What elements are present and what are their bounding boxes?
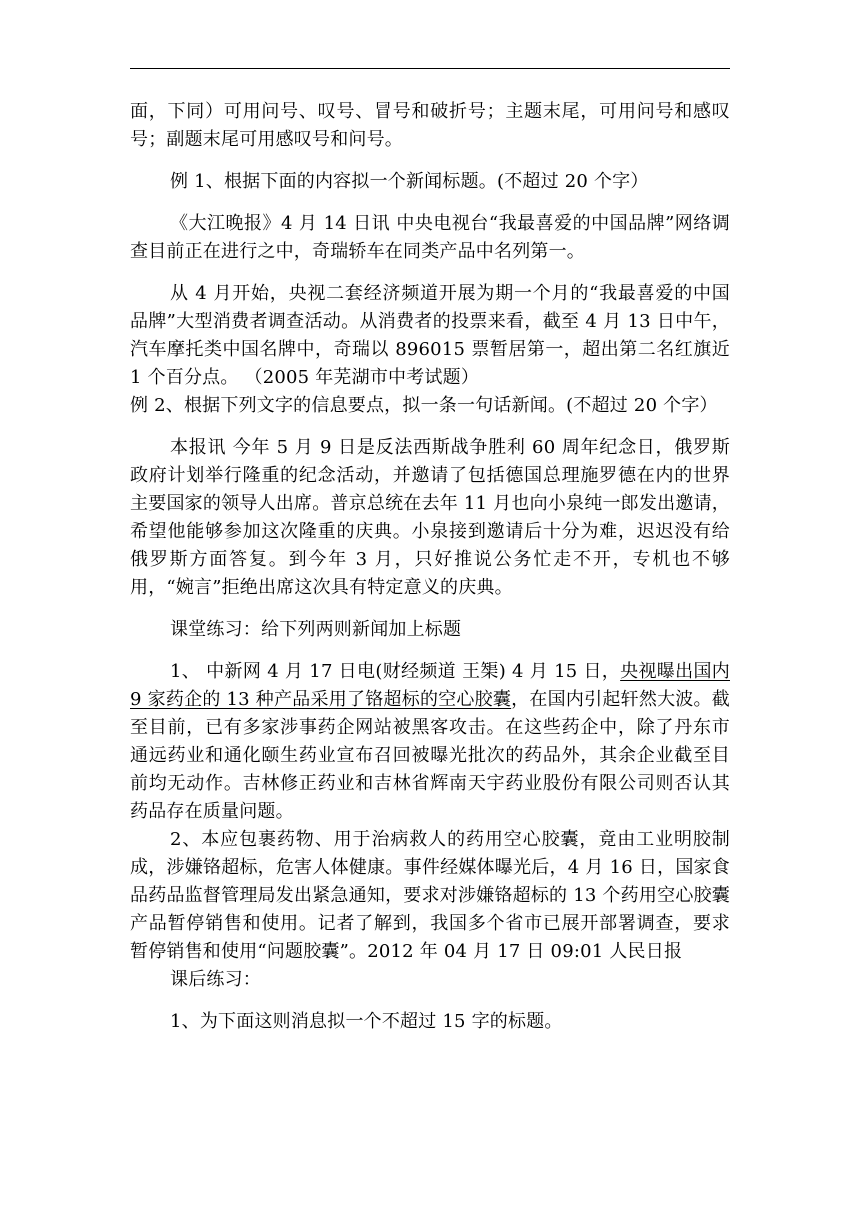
exercise-news-2: 2、本应包裹药物、用于治病救人的药用空心胶囊，竟由工业明胶制成，涉嫌铬超标，危害人体健康。事件经媒体曝光后，4 月 16 日，国家食品药品监督管理局发出紧急通知，要求对涉嫌铬超标的 13 个药用空心胶囊产品暂停销售和使用。记者了解到，我国多个省市已展开部署调查，要求暂停销售和使用“问题胶囊”。2012 年 04 月 17 日 09:01 人民日报 — [130, 829, 730, 962]
exercise-news-1-underlined: 央视曝出国内 9 家药企的 13 种产品采用了铬超标的空心胶囊 — [130, 661, 730, 710]
example-2-prompt: 例 2、根据下列文字的信息要点，拟一条一句话新闻。(不超过 20 个字） — [130, 395, 718, 416]
example-1-body: 从 4 月开始，央视二套经济频道开展为期一个月的“我最喜爱的中国品牌”大型消费者调查活动。从消费者的投票来看，截至 4 月 13 日中午，汽车摩托类中国名牌中，奇瑞以 896015 票暂居第一，超出第二名红旗近 1 个百分点。 （2005 年芜湖市中考试题） — [130, 283, 730, 388]
example-2-body: 本报讯 今年 5 月 9 日是反法西斯战争胜利 60 周年纪念日，俄罗斯政府计划举行隆重的纪念活动，并邀请了包括德国总理施罗德在内的世界主要国家的领导人出席。普京总统在去年 11 月也向小泉纯一郎发出邀请，希望他能够参加这次隆重的庆典。小泉接到邀请后十分为难，迟迟没有给俄罗斯方面答复。到今年 3 月，只好推说公务忙走不开，专机也不够用，“婉言”拒绝出席这次具有特定意义的庆典。 — [130, 437, 730, 598]
example-1-lead: 《大江晚报》4 月 14 日讯 中央电视台“我最喜爱的中国品牌”网络调查目前正在进行之中，奇瑞轿车在同类产品中名列第一。 — [130, 213, 730, 262]
homework-heading: 课后练习： — [170, 969, 261, 990]
homework-item-1: 1、为下面这则消息拟一个不超过 15 字的标题。 — [170, 1011, 563, 1032]
document-body — [130, 98, 730, 1036]
exercise-news-1-dateline: 1、 中新网 4 月 17 日电(财经频道 王榘) 4 月 15 日， — [170, 661, 621, 682]
paragraph-punctuation-rules: 面，下同）可用问号、叹号、冒号和破折号；主题末尾，可用问号和感叹号；副题末尾可用感叹号和问号。 — [130, 101, 730, 150]
class-exercise-heading: 课堂练习：给下列两则新闻加上标题 — [170, 619, 462, 640]
header-rule — [130, 68, 730, 69]
example-1-prompt: 例 1、根据下面的内容拟一个新闻标题。(不超过 20 个字） — [170, 171, 649, 192]
exercise-news-1 — [130, 658, 730, 826]
exercise-news-1-rest: ，在国内引起轩然大波。截至目前，已有多家涉事药企网站被黑客攻击。在这些药企中，除了丹东市通远药业和通化颐生药业宣布召回被曝光批次的药品外，其余企业截至目前均无动作。吉林修正药业和吉林省辉南天宇药业股份有限公司则否认其药品存在质量问题。 — [130, 689, 730, 822]
